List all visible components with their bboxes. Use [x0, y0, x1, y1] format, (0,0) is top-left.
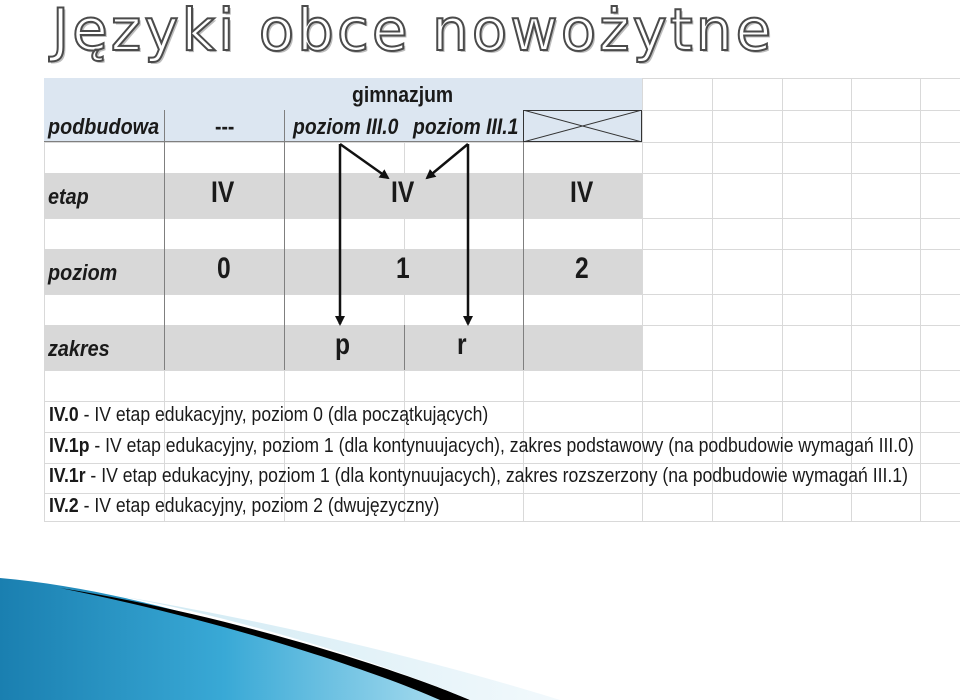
poziom-value-2: 2	[575, 252, 589, 285]
spreadsheet-area	[44, 78, 960, 522]
etap-value-2: IV	[570, 176, 594, 209]
header-cell-poziom-III-0: poziom III.0	[293, 114, 399, 139]
legend-line	[49, 404, 488, 427]
legend-text: - IV etap edukacyjny, poziom 1 (dla kontynuujacych), zakres podstawowy (na podbudowie wymagań III.0)	[89, 435, 914, 457]
legend-line	[49, 465, 908, 488]
legend-text: - IV etap edukacyjny, poziom 1 (dla kontynuujacych), zakres rozszerzony (na podbudowie wymagań III.1)	[85, 465, 908, 487]
header-cell-poziom-III-1: poziom III.1	[413, 114, 519, 139]
arrow-III1-to-IV	[427, 144, 468, 178]
zakres-value-r: r	[457, 328, 467, 361]
decorative-swoosh	[0, 560, 960, 700]
group-header-gimnazjum: gimnazjum	[352, 82, 454, 107]
zakres-value-p: p	[335, 328, 351, 361]
legend-text: - IV etap edukacyjny, poziom 2 (dwujęzyczny)	[78, 495, 440, 517]
row-label-zakres: zakres	[48, 336, 110, 361]
arrow-III0-to-IV	[340, 144, 388, 178]
legend-code: IV.0	[49, 404, 79, 426]
legend-line	[49, 495, 439, 518]
etap-value-1: IV	[391, 176, 415, 209]
legend-code: IV.2	[49, 495, 79, 517]
legend-code: IV.1p	[49, 435, 90, 457]
legend-text: - IV etap edukacyjny, poziom 0 (dla początkujących)	[78, 404, 489, 426]
legend-line	[49, 435, 914, 458]
row-label-etap: etap	[48, 184, 89, 209]
poziom-value-0: 0	[217, 252, 231, 285]
header-cell-none: ---	[215, 114, 235, 139]
legend-code: IV.1r	[49, 465, 86, 487]
slide-title: Języki obce nowożytne	[52, 0, 775, 64]
row-label-poziom: poziom	[48, 260, 118, 285]
header-label-podbudowa: podbudowa	[48, 114, 160, 139]
etap-value-0: IV	[211, 176, 235, 209]
poziom-value-1: 1	[396, 252, 410, 285]
arrows-overlay	[44, 78, 642, 338]
